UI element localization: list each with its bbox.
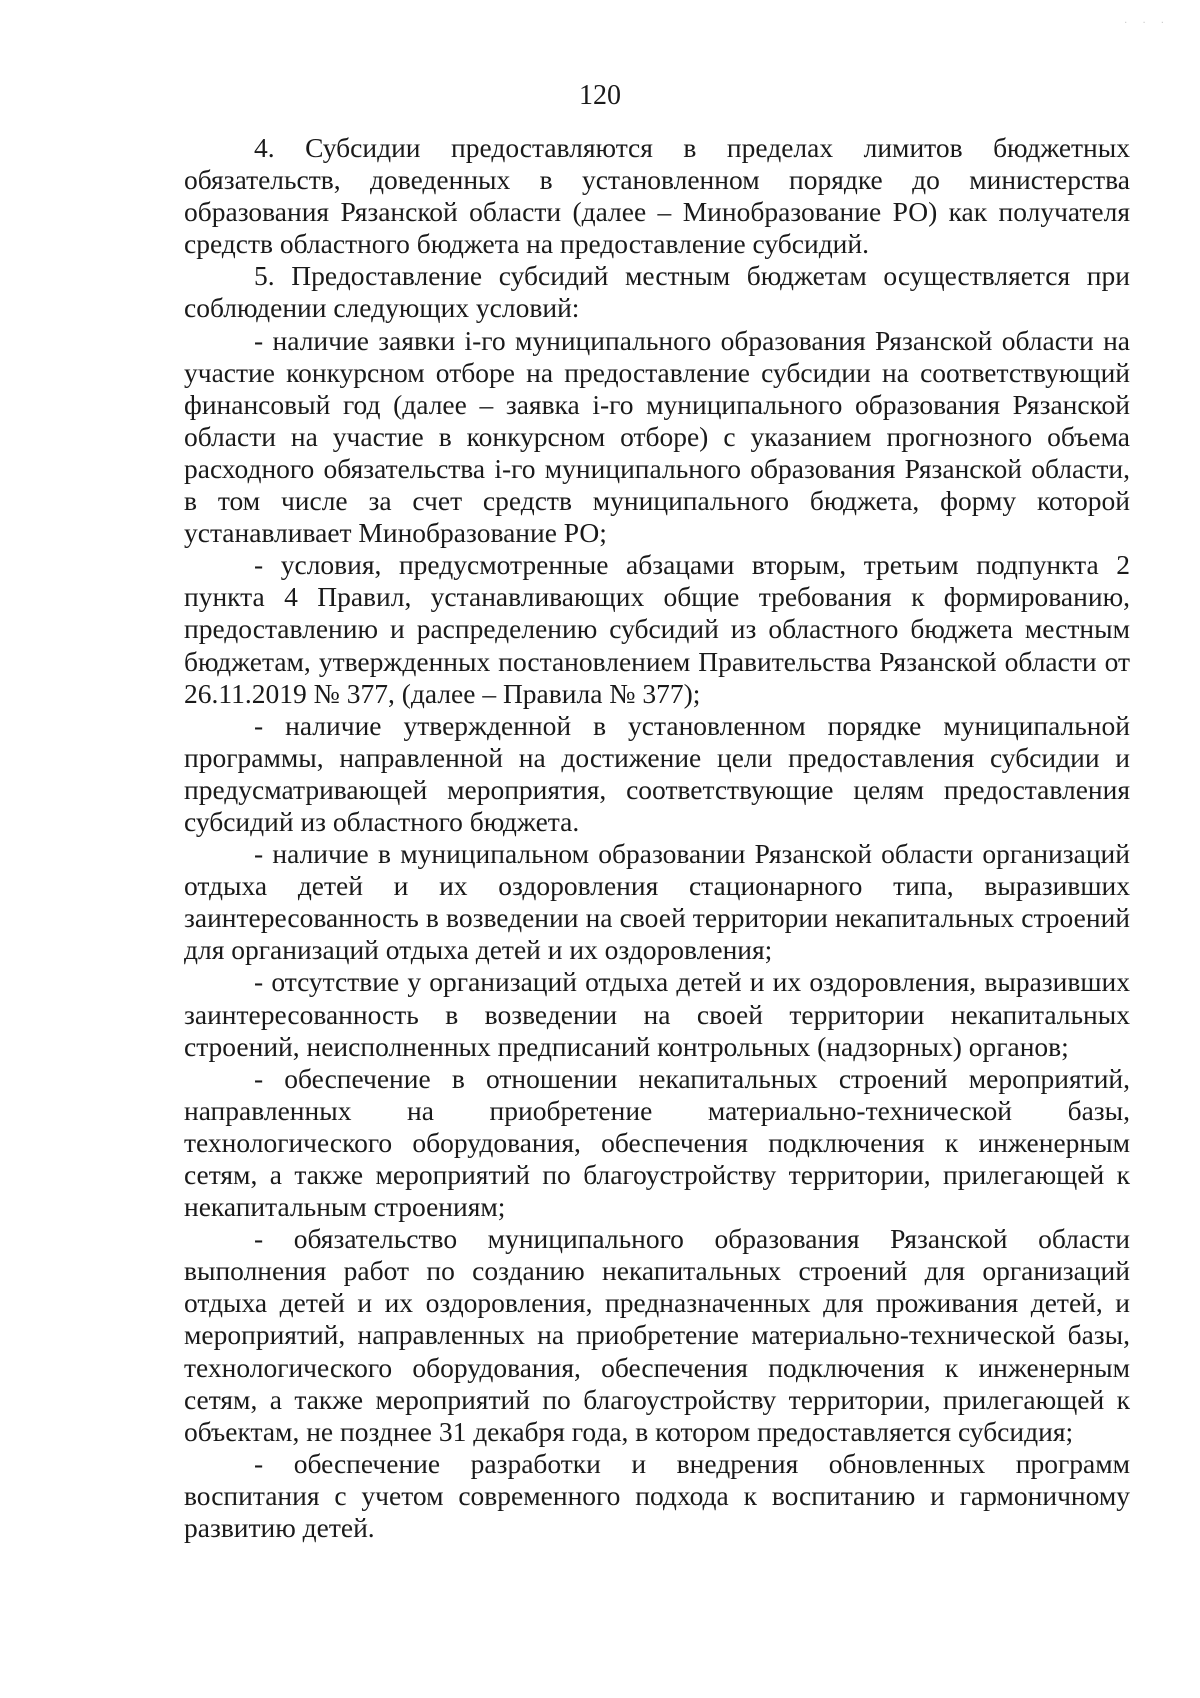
condition-municipal-program: - наличие утвержденной в установленном порядке муниципальной программы, направленной на достижение цели предоставления субсидии и предусматривающей мероприятия, соответствующие целям предоставления субсидий из областного бюджета. <box>184 709 1130 837</box>
paragraph-5-conditions-intro: 5. Предоставление субсидий местным бюджетам осуществляется при соблюдении следующих условий: <box>184 260 1130 324</box>
page-number: 120 <box>579 80 621 111</box>
paragraph-4-subsidy-limits: 4. Субсидии предоставляются в пределах лимитов бюджетных обязательств, доведенных в установленном порядке до министерства образования Рязанской области (далее – Минобразование РО) как получателя средств областного бюджета на предоставление субсидий. <box>184 132 1130 260</box>
condition-municipal-obligation: - обязательство муниципального образования Рязанской области выполнения работ по созданию некапитальных строений для организаций отдыха детей и их оздоровления, предназначенных для проживания детей, и мероприятий, направленных на приобретение материально-технической базы, технологического оборудования, обеспечения подключения к инженерным сетям, а также мероприятий по благоустройству территории, прилегающей к объектам, не позднее 31 декабря года, в котором предоставляется субсидия; <box>184 1223 1130 1447</box>
condition-rules-377: - условия, предусмотренные абзацами вторым, третьим подпункта 2 пункта 4 Правил, устанавливающих общие требования к формированию, предоставлению и распределению субсидий из областного бюджета местным бюджетам, утвержденных постановлением Правительства Рязанской области от 26.11.2019 № 377, (далее – Правила № 377); <box>184 549 1130 709</box>
condition-education-programs: - обеспечение разработки и внедрения обновленных программ воспитания с учетом современного подхода к воспитанию и гармоничному развитию детей. <box>184 1447 1130 1544</box>
document-body <box>184 132 1130 1544</box>
condition-recreation-organizations: - наличие в муниципальном образовании Рязанской области организаций отдыха детей и их оздоровления стационарного типа, выразивших заинтересованность в возведении на своей территории некапитальных строений для организаций отдыха детей и их оздоровления; <box>184 838 1130 966</box>
condition-application: - наличие заявки i-го муниципального образования Рязанской области на участие конкурсном отборе на предоставление субсидии на соответствующий финансовый год (далее – заявка i-го муниципального образования Рязанской области на участие в конкурсном отборе) с указанием прогнозного объема расходного обязательства i-го муниципального образования Рязанской области, в том числе за счет средств муниципального бюджета, форму которой устанавливает Минобразование РО; <box>184 324 1130 549</box>
condition-no-unfulfilled-orders: - отсутствие у организаций отдыха детей и их оздоровления, выразивших заинтересованность в возведении на своей территории некапитальных строений, неисполненных предписаний контрольных (надзорных) органов; <box>184 966 1130 1062</box>
scan-artifact: · · · <box>1124 18 1170 29</box>
condition-provision-measures: - обеспечение в отношении некапитальных строений мероприятий, направленных на приобретение материально-технической базы, технологического оборудования, обеспечения подключения к инженерным сетям, а также мероприятий по благоустройству территории, прилегающей к некапитальным строениям; <box>184 1062 1130 1223</box>
